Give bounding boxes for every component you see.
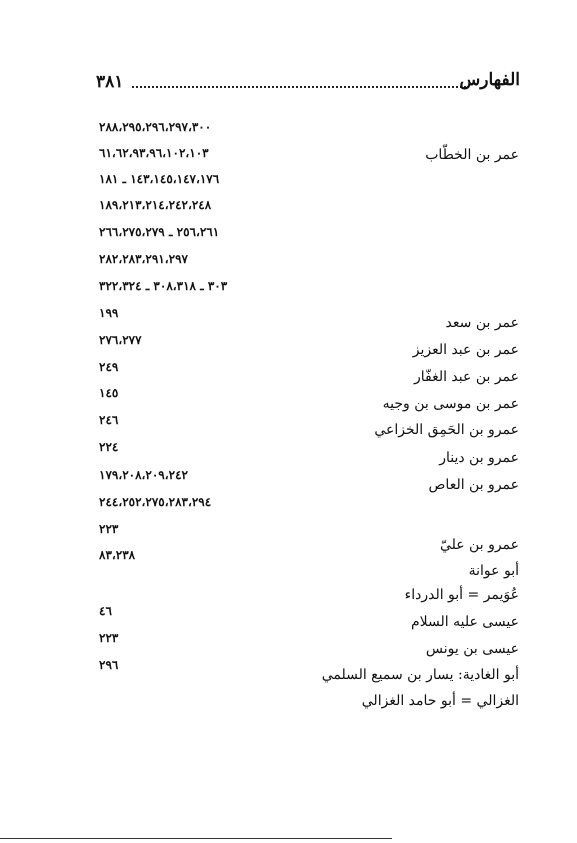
index-page-refs: ٢٢٣ [99,631,119,645]
index-entry-name: الغزالي = أبو حامد الغزالي [361,693,519,709]
index-page-refs: ٢٢٣ [99,522,119,536]
index-page-refs: ٢٨٢،٢٨٣،٢٩١،٢٩٧ [99,252,188,266]
index-page-refs: ٢٧٦،٢٧٧ [99,333,142,347]
index-entry-name: عمر بن عبد الغفّار [413,369,519,385]
index-page-refs: ١٩٩ [99,306,119,320]
index-page-refs: ١٤٣،١٤٥،١٤٧،١٧٦ ـ ١٨١ [99,172,220,186]
index-page-refs: ٣٠٣ ـ ٣٠٨،٣١٨ ـ ٣٢٢،٣٢٤ [99,279,228,293]
index-entry-name: عمر بن سعد [445,315,519,331]
index-page-refs: ٤٦ [99,604,112,618]
index-entry-name: عمرو بن دينار [439,450,519,466]
index-page-refs: ٢٩٦ [99,658,119,672]
index-entry-name: عمرو بن عليّ [439,537,519,553]
index-page-refs: ٢٤٤،٢٥٢،٢٧٥،٢٨٣،٢٩٤ [99,495,212,509]
index-entry-name: عمرو بن العاص [428,477,519,493]
index-page-refs: ٨٣،٢٣٨ [99,548,136,562]
index-page-refs: ٢٨٨،٢٩٥،٢٩٦،٢٩٧،٣٠٠ [99,120,212,134]
index-page-refs: ١٤٥ [99,386,119,400]
index-entry-name: أبو الغادية: يسار بن سميع السلمي [321,667,519,683]
index-page-refs: ٢٢٤ [99,440,119,454]
footer-rule [0,838,392,839]
index-entry-name: عيسى عليه السلام [410,614,519,630]
index-page-refs: ٦١،٦٢،٩٣،٩٦،١٠٢،١٠٣ [99,146,209,160]
index-page-refs: ١٧٩،٢٠٨،٢٠٩،٢٤٢ [99,468,188,482]
index-entry-name: عمر بن عبد العزيز [412,342,519,358]
index-entry-name: عيسى بن يونس [425,641,519,657]
index-page-refs: ١٨٩،٢١٣،٢١٤،٢٤٢،٢٤٨ [99,198,212,212]
index-entry-name: عُوَيمر = أبو الدرداء [404,587,519,603]
index-page-refs: ٢٤٩ [99,360,119,374]
index-page-refs: ٢٤٦ [99,413,119,427]
page-header [96,72,520,96]
index-entry-name: أبو عوانة [468,563,519,579]
index-entry-name: عمرو بن الحَمِق الخزاعي [374,422,519,438]
index-entry-name: عمر بن الخطّاب [425,147,519,163]
page-number: ٣٨١ [96,72,124,92]
index-page-refs: ٢٥٦،٢٦١ ـ ٢٦٦،٢٧٥،٢٧٩ [99,225,220,239]
index-entry-name: عمر بن موسى بن وجيه [382,396,519,412]
header-title: الفهارس [459,70,520,90]
header-leader-dots [132,86,466,88]
